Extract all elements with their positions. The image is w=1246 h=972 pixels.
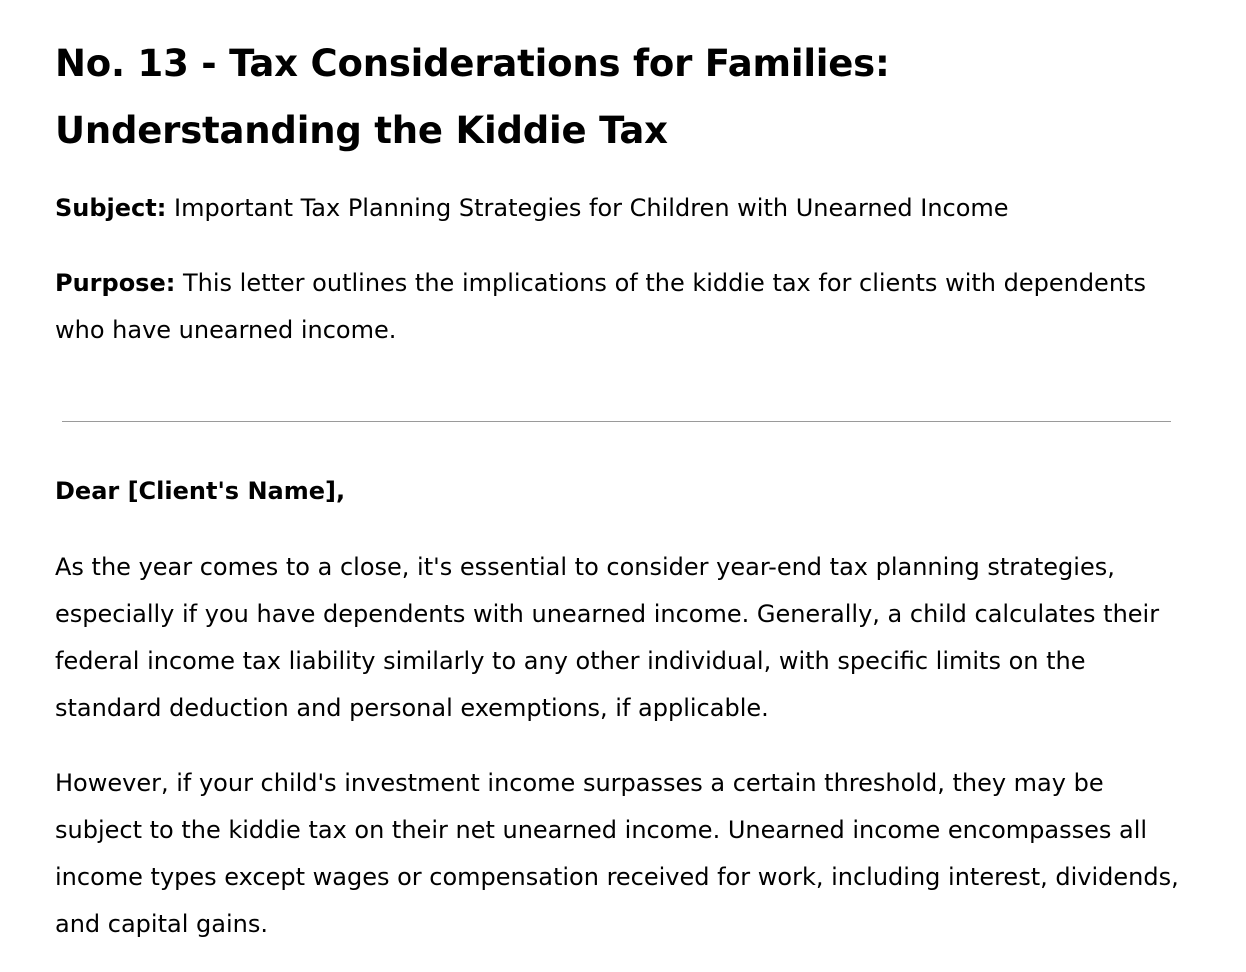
subject-label: Subject: <box>55 194 167 222</box>
purpose-label: Purpose: <box>55 269 176 297</box>
subject-text: Important Tax Planning Strategies for Children with Unearned Income <box>174 194 1009 222</box>
body-paragraph-1: As the year comes to a close, it's essential to consider year-end tax planning strategies, especially if you have dependents with unearned income. Generally, a child calculates their federal income tax liability similarly to any other individual, with specific limits on the standard deduction and personal exemptions, if applicable. <box>55 553 1160 722</box>
purpose-line <box>55 260 1186 354</box>
body-paragraph-2: However, if your child's investment income surpasses a certain threshold, they may be subject to the kiddie tax on their net unearned income. Unearned income encompasses all income types except wages or compensation received for work, including interest, dividends, and capital gains. <box>55 769 1179 938</box>
subject-line <box>55 185 1186 232</box>
purpose-text: This letter outlines the implications of the kiddie tax for clients with dependents who have unearned income. <box>55 269 1146 344</box>
page-title: No. 13 - Tax Considerations for Families: Understanding the Kiddie Tax <box>55 42 890 152</box>
salutation: Dear [Client's Name], <box>55 477 346 505</box>
section-divider <box>62 421 1171 422</box>
